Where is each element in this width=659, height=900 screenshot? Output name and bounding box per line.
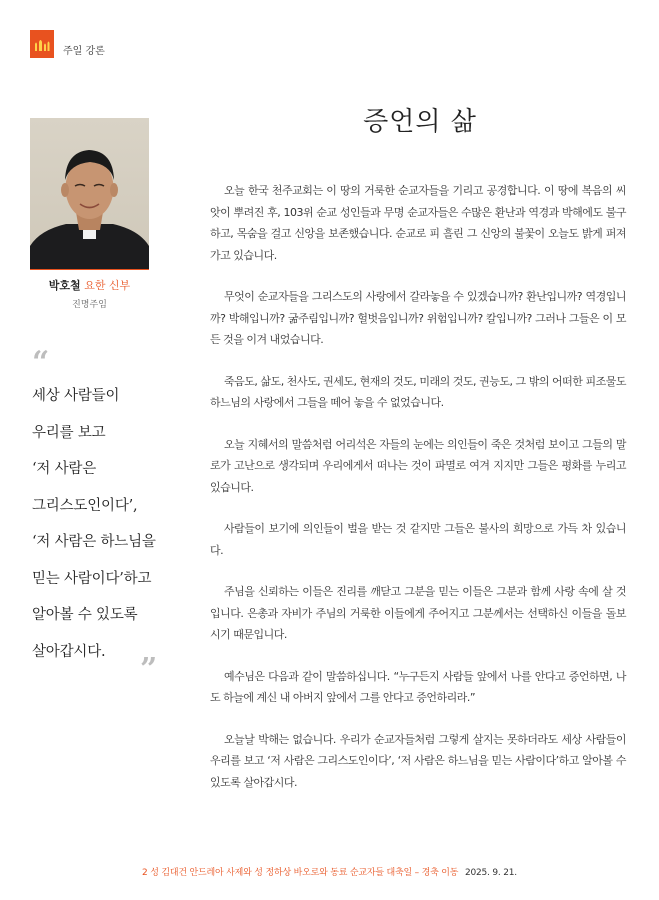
article-title: 증언의 삶: [363, 107, 477, 138]
author-name: 박호철: [48, 279, 81, 292]
quote-open-mark: “: [32, 345, 50, 380]
body-paragraph: 사람들이 보기에 의인들이 벌을 받는 것 같지만 그들은 불사의 희망으로 가득 차 있습니다.: [210, 522, 626, 557]
body-paragraph: 예수님은 다음과 같이 말씀하십니다. “누구든지 사람들 앞에서 나를 안다고 증언하면, 나도 하늘에 계신 내 아버지 앞에서 그를 안다고 증언하리라.”: [210, 669, 626, 704]
article-body: [210, 180, 626, 813]
pull-quote-line: 알아볼 수 있도록: [32, 607, 138, 623]
pull-quote-line: 믿는 사람이다’하고: [32, 570, 152, 587]
flame-icon: [33, 36, 51, 52]
page-footer: [0, 865, 659, 878]
footer-date: 2025. 9. 21.: [464, 868, 517, 878]
pull-quote-line: ‘저 사람은: [32, 461, 97, 477]
section-label: 주일 강론: [63, 46, 105, 57]
pull-quote-line: ‘저 사람은 하느님을: [32, 534, 156, 550]
body-paragraph: 오늘 지혜서의 말씀처럼 어리석은 자들의 눈에는 의인들이 죽은 것처럼 보이고 그들의 말로가 고난으로 생각되며 우리에게서 떠나는 것이 파멸로 여겨 지지만 그들은 평화를 누리고 있습니다.: [210, 437, 626, 494]
footer-text: 2 성 김대건 안드레아 사제와 성 정하상 바오로와 동료 순교자들 대축일 – 경축 이동: [142, 868, 459, 878]
pull-quote: [32, 385, 172, 677]
author-affiliation: 진명주임: [72, 300, 107, 310]
body-paragraph: 오늘 한국 천주교회는 이 땅의 거룩한 순교자들을 기리고 공경합니다. 이 땅에 복음의 씨앗이 뿌려진 후, 103위 순교 성인들과 무명 순교자들은 수많은 환난과 역경과 박해에도 불구하고, 목숨을 걸고 신앙을 보존했습니다. 순교로 피 흘린 그 신앙의 불꽃이 오늘도 밝게 퍼져가고 있습니다.: [210, 184, 626, 262]
body-paragraph: 죽음도, 삶도, 천사도, 권세도, 현재의 것도, 미래의 것도, 권능도, 그 밖의 어떠한 피조물도 하느님의 사랑에서 그들을 떼어 놓을 수 없었습니다.: [210, 374, 626, 409]
section-tab: [30, 30, 54, 58]
pull-quote-line: 그리스도인이다’,: [32, 497, 138, 514]
author-role: 요한 신부: [84, 279, 131, 292]
photo-divider: [30, 269, 149, 270]
author-photo: [30, 118, 149, 269]
body-paragraph: 무엇이 순교자들을 그리스도의 사랑에서 갈라놓을 수 있겠습니까? 환난입니까? 역경입니까? 박해입니까? 굶주림입니까? 헐벗음입니까? 위험입니까? 칼입니까? 그러나 그들은 이 모든 것을 이겨 내었습니다.: [210, 290, 626, 346]
author-credit: [30, 277, 149, 293]
pull-quote-line: 살아갑시다.: [32, 643, 106, 660]
quote-close-mark: ”: [140, 652, 158, 687]
body-paragraph: 오늘날 박해는 없습니다. 우리가 순교자들처럼 그렇게 살지는 못하더라도 세상 사람들이 우리를 보고 ‘저 사람은 그리스도인이다’, ‘저 사람은 하느님을 믿는 사람이다’하고 알아볼 수 있도록 살아갑시다.: [210, 732, 626, 789]
pull-quote-line: 우리를 보고: [32, 424, 106, 441]
pull-quote-line: 세상 사람들이: [32, 388, 120, 404]
body-paragraph: 주님을 신뢰하는 이들은 진리를 깨닫고 그분을 믿는 이들은 그분과 함께 사랑 속에 살 것입니다. 은총과 자비가 주님의 거룩한 이들에게 주어지고 그분께서는 선택하신 이들을 돌보시기 때문입니다.: [210, 585, 626, 641]
